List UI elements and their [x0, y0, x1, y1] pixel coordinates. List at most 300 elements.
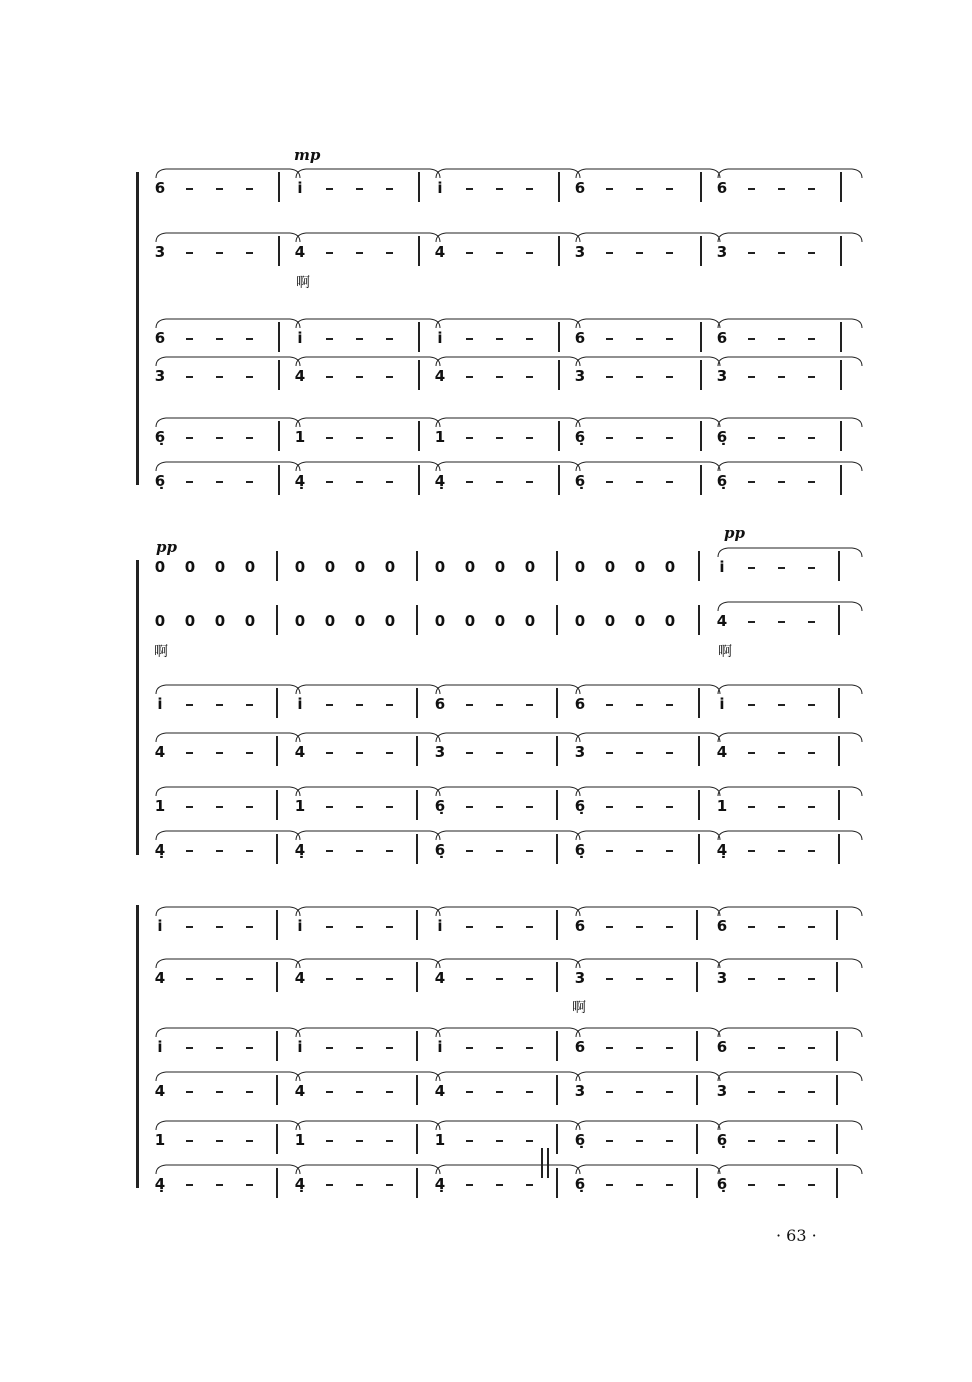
duration-dash: [496, 188, 503, 190]
tie-slur: [436, 1121, 580, 1130]
rest-note: 0: [434, 558, 446, 576]
duration-dash: [526, 188, 533, 190]
duration-dash: [216, 752, 223, 754]
duration-dash: [526, 1047, 533, 1049]
dynamic-marking: mp: [294, 146, 321, 164]
double-barline: [541, 1148, 543, 1178]
duration-dash: [496, 752, 503, 754]
barline: [556, 688, 558, 718]
duration-dash: [666, 926, 673, 928]
duration-dash: [386, 850, 393, 852]
barline: [840, 465, 842, 495]
duration-dash: [666, 252, 673, 254]
note: 3: [574, 243, 586, 261]
rest-note: 0: [464, 558, 476, 576]
barline: [838, 736, 840, 766]
duration-dash: [526, 437, 533, 439]
tie-slur: [296, 1121, 440, 1130]
duration-dash: [326, 806, 333, 808]
barline: [416, 1031, 418, 1061]
barline: [698, 551, 700, 581]
duration-dash: [356, 376, 363, 378]
tie-slur: [296, 733, 440, 742]
duration-dash: [636, 926, 643, 928]
note: 4: [716, 743, 728, 761]
duration-dash: [636, 188, 643, 190]
duration-dash: [186, 252, 193, 254]
rest-note: 0: [294, 558, 306, 576]
dynamic-marking: pp: [724, 524, 745, 542]
barline: [698, 688, 700, 718]
barline: [556, 1075, 558, 1105]
barline: [840, 360, 842, 390]
note: 6̣: [716, 428, 728, 446]
note: 6̣: [574, 472, 586, 490]
duration-dash: [386, 481, 393, 483]
duration-dash: [246, 1047, 253, 1049]
duration-dash: [246, 704, 253, 706]
tie-slur: [576, 233, 720, 242]
rest-note: 0: [384, 558, 396, 576]
duration-dash: [466, 926, 473, 928]
duration-dash: [748, 481, 755, 483]
duration-dash: [496, 338, 503, 340]
duration-dash: [246, 338, 253, 340]
note: 6: [574, 695, 586, 713]
tie-slur: [296, 907, 440, 916]
tie-slur: [296, 959, 440, 968]
barline: [416, 962, 418, 992]
barline: [278, 236, 280, 266]
note: 4̣: [434, 1175, 446, 1193]
barline: [278, 465, 280, 495]
duration-dash: [778, 1184, 785, 1186]
system-2-bracket: [136, 560, 139, 855]
rest-note: 0: [574, 612, 586, 630]
note: 6̣: [716, 1175, 728, 1193]
duration-dash: [326, 1047, 333, 1049]
note: 4: [294, 743, 306, 761]
note: i: [157, 695, 163, 713]
barline: [696, 910, 698, 940]
duration-dash: [606, 1091, 613, 1093]
duration-dash: [748, 376, 755, 378]
note: 6: [434, 695, 446, 713]
note: 3: [574, 743, 586, 761]
note: 6̣: [716, 472, 728, 490]
note: 6̣: [574, 797, 586, 815]
rest-note: 0: [464, 612, 476, 630]
duration-dash: [666, 1091, 673, 1093]
duration-dash: [326, 437, 333, 439]
tie-slur: [296, 1072, 440, 1081]
barline: [276, 688, 278, 718]
duration-dash: [246, 1184, 253, 1186]
duration-dash: [778, 926, 785, 928]
duration-dash: [356, 437, 363, 439]
duration-dash: [216, 926, 223, 928]
tie-slur: [718, 1165, 862, 1174]
duration-dash: [778, 376, 785, 378]
duration-dash: [386, 978, 393, 980]
duration-dash: [666, 752, 673, 754]
tie-slur: [296, 1028, 440, 1037]
barline: [556, 1124, 558, 1154]
duration-dash: [246, 1091, 253, 1093]
note: 4: [716, 612, 728, 630]
duration-dash: [356, 188, 363, 190]
note: 4̣: [294, 841, 306, 859]
tie-slur: [296, 1165, 440, 1174]
barline: [276, 1031, 278, 1061]
barline: [700, 465, 702, 495]
barline: [696, 962, 698, 992]
duration-dash: [526, 252, 533, 254]
barline: [278, 421, 280, 451]
duration-dash: [466, 806, 473, 808]
duration-dash: [356, 252, 363, 254]
duration-dash: [808, 850, 815, 852]
duration-dash: [526, 850, 533, 852]
tie-slur: [436, 1072, 580, 1081]
duration-dash: [216, 481, 223, 483]
duration-dash: [496, 1184, 503, 1186]
duration-dash: [606, 850, 613, 852]
duration-dash: [326, 850, 333, 852]
duration-dash: [748, 752, 755, 754]
barline: [836, 910, 838, 940]
tie-slur: [576, 418, 720, 427]
duration-dash: [186, 752, 193, 754]
rest-note: 0: [354, 558, 366, 576]
note: i: [297, 329, 303, 347]
duration-dash: [466, 252, 473, 254]
tie-slur: [718, 787, 862, 796]
rest-note: 0: [184, 558, 196, 576]
note: i: [719, 695, 725, 713]
duration-dash: [808, 1091, 815, 1093]
duration-dash: [666, 1047, 673, 1049]
tie-slur: [156, 831, 300, 840]
tie-slur: [436, 907, 580, 916]
duration-dash: [636, 376, 643, 378]
tie-slur: [576, 319, 720, 328]
duration-dash: [466, 850, 473, 852]
duration-dash: [216, 252, 223, 254]
rest-note: 0: [524, 558, 536, 576]
duration-dash: [496, 850, 503, 852]
duration-dash: [526, 1184, 533, 1186]
barline: [276, 736, 278, 766]
tie-slur: [436, 787, 580, 796]
tie-slur: [156, 685, 300, 694]
tie-slur: [156, 1028, 300, 1037]
note: 6̣: [574, 428, 586, 446]
tie-slur: [718, 1072, 862, 1081]
note: 6̣: [574, 841, 586, 859]
tie-slur: [576, 169, 720, 178]
duration-dash: [326, 926, 333, 928]
duration-dash: [216, 338, 223, 340]
duration-dash: [186, 1047, 193, 1049]
note: 3: [716, 367, 728, 385]
rest-note: 0: [384, 612, 396, 630]
barline: [276, 1168, 278, 1198]
barline: [556, 551, 558, 581]
duration-dash: [326, 752, 333, 754]
duration-dash: [748, 1184, 755, 1186]
duration-dash: [326, 338, 333, 340]
note: i: [297, 1038, 303, 1056]
barline: [276, 962, 278, 992]
duration-dash: [606, 481, 613, 483]
duration-dash: [496, 926, 503, 928]
duration-dash: [186, 1184, 193, 1186]
note: 6̣: [716, 1131, 728, 1149]
note: i: [297, 695, 303, 713]
note: 6: [574, 917, 586, 935]
duration-dash: [636, 338, 643, 340]
note: 6: [574, 179, 586, 197]
duration-dash: [526, 1140, 533, 1142]
duration-dash: [386, 806, 393, 808]
note: 1: [294, 1131, 306, 1149]
duration-dash: [246, 806, 253, 808]
tie-slur: [576, 907, 720, 916]
duration-dash: [246, 481, 253, 483]
duration-dash: [326, 1091, 333, 1093]
note: 3: [154, 367, 166, 385]
barline: [556, 1031, 558, 1061]
duration-dash: [356, 926, 363, 928]
duration-dash: [496, 376, 503, 378]
duration-dash: [186, 338, 193, 340]
barline: [416, 688, 418, 718]
barline: [418, 421, 420, 451]
note: 6̣: [434, 841, 446, 859]
duration-dash: [186, 481, 193, 483]
duration-dash: [778, 338, 785, 340]
duration-dash: [186, 850, 193, 852]
duration-dash: [326, 188, 333, 190]
note: 3: [716, 969, 728, 987]
barline: [556, 1168, 558, 1198]
note: 4̣: [294, 1175, 306, 1193]
note: i: [437, 179, 443, 197]
duration-dash: [246, 850, 253, 852]
duration-dash: [526, 481, 533, 483]
duration-dash: [466, 1140, 473, 1142]
duration-dash: [466, 704, 473, 706]
dynamic-marking: pp: [156, 538, 177, 556]
rest-note: 0: [214, 558, 226, 576]
note: 4: [154, 1082, 166, 1100]
note: 6̣: [574, 1131, 586, 1149]
duration-dash: [496, 704, 503, 706]
duration-dash: [216, 188, 223, 190]
barline: [416, 605, 418, 635]
duration-dash: [778, 704, 785, 706]
duration-dash: [636, 850, 643, 852]
duration-dash: [496, 806, 503, 808]
note: 4: [154, 743, 166, 761]
rest-note: 0: [574, 558, 586, 576]
tie-slur: [296, 831, 440, 840]
barline: [276, 910, 278, 940]
note: 1: [716, 797, 728, 815]
duration-dash: [216, 1091, 223, 1093]
duration-dash: [186, 926, 193, 928]
rest-note: 0: [184, 612, 196, 630]
tie-slur: [436, 1165, 580, 1174]
barline: [836, 1168, 838, 1198]
barline: [558, 172, 560, 202]
note: 4: [294, 969, 306, 987]
note: 4: [294, 243, 306, 261]
duration-dash: [666, 338, 673, 340]
barline: [416, 1075, 418, 1105]
duration-dash: [778, 1091, 785, 1093]
tie-slur: [718, 602, 862, 611]
tie-slur: [156, 959, 300, 968]
note: i: [157, 917, 163, 935]
duration-dash: [606, 752, 613, 754]
duration-dash: [606, 704, 613, 706]
duration-dash: [216, 1047, 223, 1049]
duration-dash: [326, 1184, 333, 1186]
duration-dash: [466, 1047, 473, 1049]
barline: [838, 688, 840, 718]
page-number: · 63 ·: [776, 1226, 817, 1245]
note: i: [437, 1038, 443, 1056]
barline: [698, 790, 700, 820]
rest-note: 0: [604, 612, 616, 630]
duration-dash: [496, 481, 503, 483]
duration-dash: [606, 978, 613, 980]
duration-dash: [186, 704, 193, 706]
note: 4̣: [154, 841, 166, 859]
duration-dash: [808, 806, 815, 808]
rest-note: 0: [494, 612, 506, 630]
barline: [696, 1075, 698, 1105]
duration-dash: [216, 1140, 223, 1142]
duration-dash: [386, 252, 393, 254]
duration-dash: [356, 806, 363, 808]
note: 4: [434, 1082, 446, 1100]
duration-dash: [386, 926, 393, 928]
rest-note: 0: [664, 612, 676, 630]
note: 4̣: [154, 1175, 166, 1193]
duration-dash: [636, 704, 643, 706]
duration-dash: [466, 188, 473, 190]
duration-dash: [636, 252, 643, 254]
note: 3: [716, 243, 728, 261]
duration-dash: [356, 338, 363, 340]
note: i: [437, 329, 443, 347]
duration-dash: [778, 850, 785, 852]
duration-dash: [748, 926, 755, 928]
duration-dash: [246, 376, 253, 378]
barline: [416, 1124, 418, 1154]
note: 4: [434, 243, 446, 261]
rest-note: 0: [634, 558, 646, 576]
duration-dash: [636, 752, 643, 754]
barline: [416, 736, 418, 766]
duration-dash: [778, 188, 785, 190]
note: i: [437, 917, 443, 935]
note: 6: [574, 1038, 586, 1056]
rest-note: 0: [664, 558, 676, 576]
note: 4: [434, 969, 446, 987]
duration-dash: [666, 1184, 673, 1186]
duration-dash: [356, 481, 363, 483]
duration-dash: [216, 1184, 223, 1186]
duration-dash: [216, 978, 223, 980]
duration-dash: [808, 437, 815, 439]
duration-dash: [748, 338, 755, 340]
duration-dash: [526, 806, 533, 808]
barline: [840, 236, 842, 266]
duration-dash: [606, 437, 613, 439]
note: 6: [716, 1038, 728, 1056]
barline: [556, 910, 558, 940]
duration-dash: [808, 926, 815, 928]
duration-dash: [606, 338, 613, 340]
duration-dash: [778, 567, 785, 569]
duration-dash: [778, 621, 785, 623]
note: 6: [574, 329, 586, 347]
duration-dash: [778, 481, 785, 483]
tie-slur: [436, 959, 580, 968]
duration-dash: [666, 806, 673, 808]
duration-dash: [466, 338, 473, 340]
tie-slur: [296, 787, 440, 796]
barline: [836, 962, 838, 992]
note: 3: [154, 243, 166, 261]
duration-dash: [246, 437, 253, 439]
note: 1: [294, 797, 306, 815]
note: 6: [154, 179, 166, 197]
tie-slur: [718, 733, 862, 742]
note: 4̣: [294, 472, 306, 490]
barline: [416, 910, 418, 940]
duration-dash: [748, 978, 755, 980]
duration-dash: [496, 252, 503, 254]
note: 6: [716, 917, 728, 935]
barline: [696, 1168, 698, 1198]
duration-dash: [186, 188, 193, 190]
duration-dash: [496, 978, 503, 980]
barline: [276, 1124, 278, 1154]
barline: [276, 834, 278, 864]
note: 4: [434, 367, 446, 385]
rest-note: 0: [294, 612, 306, 630]
barline: [700, 322, 702, 352]
barline: [416, 1168, 418, 1198]
duration-dash: [386, 1184, 393, 1186]
barline: [556, 834, 558, 864]
duration-dash: [466, 978, 473, 980]
note: 1: [434, 1131, 446, 1149]
duration-dash: [808, 252, 815, 254]
barline: [276, 551, 278, 581]
duration-dash: [466, 1184, 473, 1186]
duration-dash: [666, 978, 673, 980]
duration-dash: [246, 1140, 253, 1142]
note: 1: [434, 428, 446, 446]
note: 6̣: [154, 428, 166, 446]
barline: [418, 236, 420, 266]
